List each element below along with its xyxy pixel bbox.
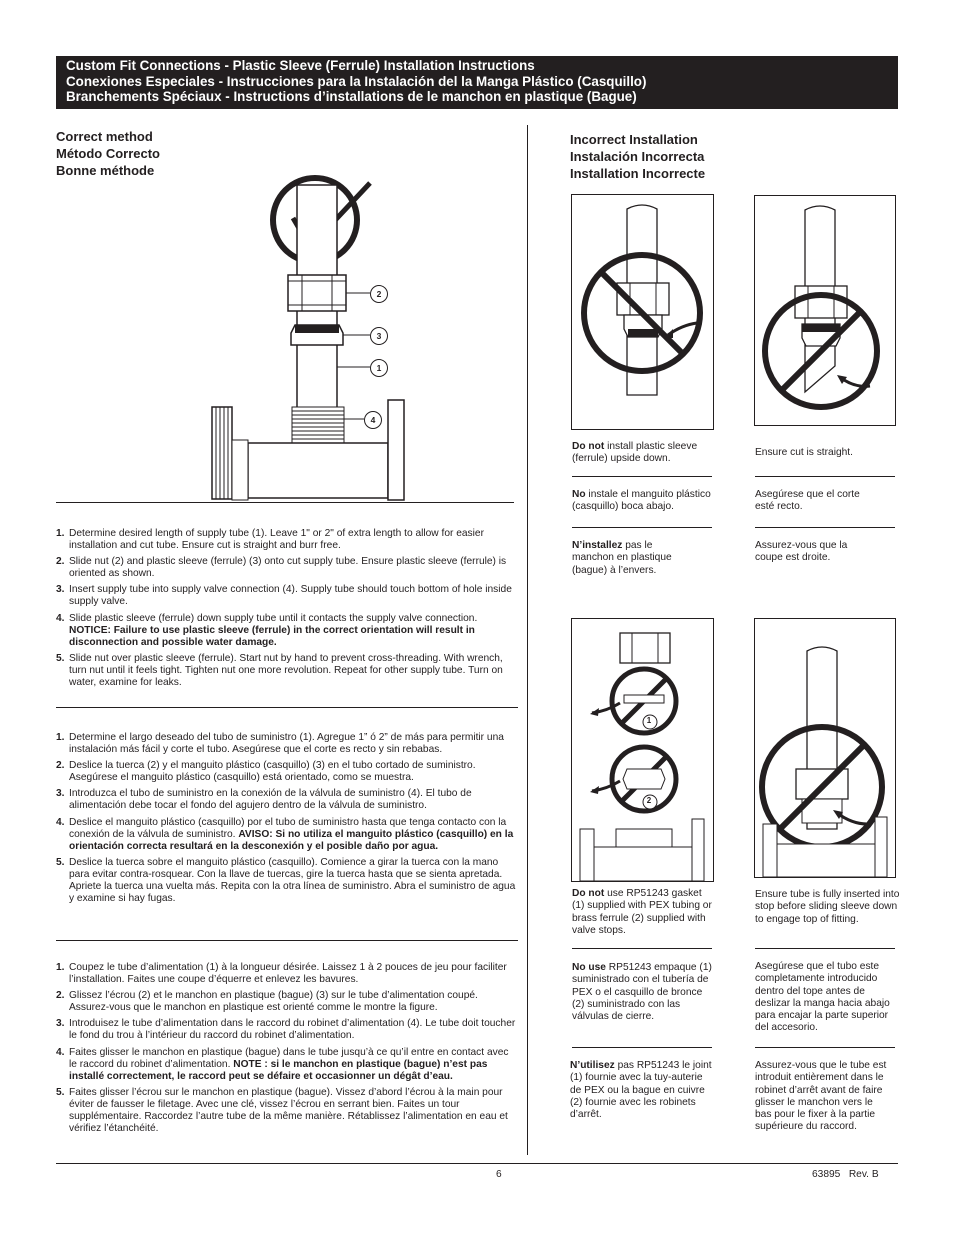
step-4-es: 4. Deslice el manguito plástico (casquillo) por el tubo de suministro hasta que tenga contacto con la conexión de la válvula de suministro. AVISO: Si no utiliza el manguito plástico (casquillo) en la orientación correcta resultará en la desconexión y el posible daño por agua. [56,816,514,852]
step-5-en: 5. Slide nut over plastic sleeve (ferrule). Start nut by hand to prevent cross-threading. With wrench, turn nut until it feels tight. Tighten nut one more revolution. Repeat for other supply tube. Turn on water, examine for leaks. [56,652,503,689]
step-4-en: 4. Slide plastic sleeve (ferrule) down supply tube until it contacts the supply valve connection. NOTICE: Failure to use plastic sleeve (ferrule) in the correct orientation will result in disconnection and possible water damage. [56,612,478,648]
steps-spanish [56,732,516,909]
title-english: Custom Fit Connections - Plastic Sleeve (Ferrule) Installation Instructions [66,58,535,73]
caption-gasket-es: No use RP51243 empaque (1) suministrado con el tubería de PEX o el casquillo de bronce (2) suministrado con las válvulas de cierre. [572,962,712,1023]
steps-french [56,962,516,1139]
callout-ferrule-2: 2 [646,796,652,805]
callout-3: 3 [370,327,388,345]
illustration-baseline [56,502,514,503]
step-5-es: 5. Deslice la tuerca sobre el manguito plástico (casquillo). Comience a girar la tuerca con la mano para evitar contra-rosquear. Con la llave de tuercas, gire la tuerca hasta que se sienta apretada. Apriete la tuerca una vuelta más. Repita con la otra línea de suministro. Abra el suministro de agua y examine si hay fugas. [56,856,516,905]
step-3-en: 3. Insert supply tube into supply valve connection (4). Supply tube should touch bottom of hole inside supply valve. [56,584,512,608]
correct-method-heading: Correct method Método Correcto Bonne méthode [56,129,160,178]
title-french: Branchements Spéciaux - Instructions d’installations de le manchon en plastique (Bague) [66,89,637,104]
step-3-es: 3. Introduzca el tubo de suministro en la conexión de la válvula de suministro (4). El tubo de alimentación debe tocar el fondo del agujero dentro de la válvula de suministro. [56,788,472,812]
caption-gasket-en: Do not use RP51243 gasket (1) supplied with PEX tubing or brass ferrule (2) supplied with valve stops. [572,888,712,936]
separator-es-fr [56,940,518,941]
caption-separator [572,476,712,477]
caption-upside-down-fr: N’installez pas le manchon en plastique (bague) à l’envers. [572,540,672,576]
incorrect-installation-heading: Incorrect Installation Instalación Incorrecta Installation Incorrecte [570,132,706,181]
caption-separator [755,476,895,477]
correct-method-illustration [200,175,430,505]
figure-sleeve-upside-down [571,194,714,430]
caption-gasket-fr: N’utilisez pas RP51243 le joint (1) fournie avec la tuy-auterie de PEX ou la bague en cuivre (2) fournie avec les robinets d’arrêt. [570,1060,712,1121]
column-divider [527,125,528,1155]
caption-separator [572,1047,712,1048]
title-spanish: Conexiones Especiales - Instrucciones para la Instalación del la Manga Plástico (Casquillo) [66,73,647,89]
callout-1: 1 [370,359,388,377]
step-1-en: 1. Determine desired length of supply tube (1). Leave 1" or 2" of extra length to allow for easier installation and cut tube. Ensure cut is straight and burr free. [56,528,484,552]
caption-separator [755,948,895,949]
caption-insert-en: Ensure tube is fully inserted into stop before sliding sleeve down to engage top of fitting. [755,889,900,925]
step-1-fr: 1. Coupez le tube d’alimentation (1) à la longueur désirée. Laissez 1 à 2 pouces de jeu pour faciliter l’installation. Faites une coupe d’équerre et enlevez les bavures. [56,962,507,986]
callout-4: 4 [364,411,382,429]
step-1-es: 1. Determine el largo deseado del tubo de suministro (1). Agregue 1” ó 2” de más para permitir una instalación más fácil y corte el tubo. Asegúrese que el corte es recto y sin rebabas. [56,732,504,756]
caption-separator [572,948,712,949]
footer-rule [56,1163,898,1164]
caption-straight-cut-es: Asegúrese que el corte esté recto. [755,489,860,513]
caption-insert-es: Asegúrese que el tubo este completamente introducido dentro del tope antes de deslizar la manga hacia abajo para encajar la parte superior del accesorio. [755,961,890,1034]
figure-gasket-ferrule [571,618,714,882]
caption-separator [755,1047,895,1048]
caption-insert-fr: Assurez-vous que le tube est introduit entièrement dans le robinet d’arrêt avant de faire glisser le manchon vers le bas pour le fixer à la partie supérieure du raccord. [755,1060,887,1133]
document-number: 63895 Rev. B [812,1169,879,1180]
figure-crooked-cut [754,195,896,426]
separator-en-es [56,707,518,708]
step-2-en: 2. Slide nut (2) and plastic sleeve (ferrule) (3) onto cut supply tube. Ensure plastic sleeve (ferrule) is oriented as shown. [56,556,507,580]
step-2-fr: 2. Glissez l’écrou (2) et le manchon en plastique (bague) (3) sur le tube d’alimentation coupé. Assurez-vous que le manchon en plastique est orienté comme le montre la figure. [56,990,478,1014]
caption-upside-down-en: Do not install plastic sleeve (ferrule) upside down. [572,441,698,465]
caption-upside-down-es: No instale el manguito plástico (casquillo) boca abajo. [572,489,711,513]
callout-2: 2 [370,285,388,303]
caption-straight-cut-en: Ensure cut is straight. [755,447,853,458]
caption-separator [572,527,712,528]
steps-english [56,528,516,693]
step-3-fr: 3. Introduisez le tube d’alimentation dans le raccord du robinet d’alimentation (4). Le tube doit toucher le fond du trou à l’intérieur du raccord du robinet d’alimentation. [56,1018,516,1042]
page-number: 6 [496,1169,502,1180]
figure-tube-not-inserted [754,618,896,878]
step-2-es: 2. Deslice la tuerca (2) y el manguito plástico (casquillo) (3) en el tubo cortado de suministro. Asegúrese el manguito plástico (casquillo) está orientado, como se muestra. [56,760,476,784]
callout-gasket-1: 1 [646,716,652,725]
caption-separator [755,527,895,528]
caption-straight-cut-fr: Assurez-vous que la coupe est droite. [755,540,848,564]
title-bar [56,56,898,109]
step-5-fr: 5. Faites glisser l’écrou sur le manchon en plastique (bague). Vissez d’abord l’écrou à la main pour éviter de fausser le filetage. Avec une clé, vissez l’écrou en serrant bien. Faites un tour supplémentaire. Raccordez l’autre tube de la même manière. Rétablissez l’alimentation en eau et vérifiez l’étanchéité. [56,1086,508,1135]
step-4-fr: 4. Faites glisser le manchon en plastique (bague) dans le tube jusqu’à ce qu’il entre en contact avec le raccord du robinet d’alimentation. NOTE : si le manchon en plastique (bague) n’est pas installé correctement, le raccord peut se défaire et occasionner un dégât d’eau. [56,1046,509,1082]
